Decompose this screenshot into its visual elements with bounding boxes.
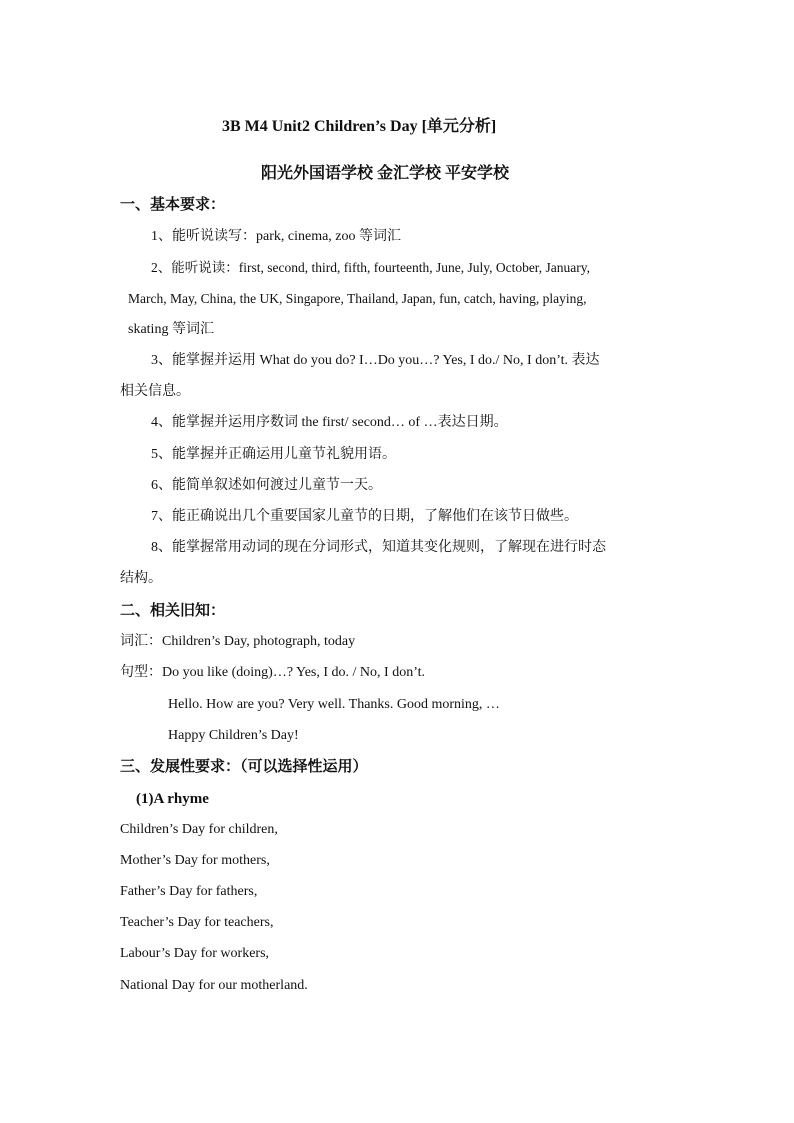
requirement-item: 3、能掌握并运用 What do you do? I…Do you…? Yes, I do./ No, I don’t. 表达 (151, 353, 600, 368)
document-title: 3B M4 Unit2 Children’s Day [单元分析] (222, 118, 497, 135)
rhyme-line: Teacher’s Day for teachers, (120, 915, 274, 930)
sentence-pattern-line: 句型：Do you like (doing)…? Yes, I do. / No, I don’t. (120, 665, 426, 680)
requirement-item-continued: 结构。 (120, 571, 162, 586)
section-extended-requirements-heading: 三、发展性要求：（可以选择性运用） (120, 759, 368, 775)
requirement-item: 6、能简单叙述如何渡过儿童节一天。 (151, 478, 382, 493)
rhyme-line: Children’s Day for children, (120, 822, 278, 837)
vocabulary-line: 词汇：Children’s Day, photograph, today (120, 634, 356, 649)
rhyme-line: Mother’s Day for mothers, (120, 853, 270, 868)
rhyme-line: National Day for our motherland. (120, 978, 308, 993)
requirement-item: 2、能听说读：first, second, third, fifth, fourteenth, June, July, October, January, (151, 260, 590, 275)
rhyme-title: (1)A rhyme (136, 791, 209, 807)
sentence-pattern-line: Happy Children’s Day! (168, 728, 299, 743)
requirement-item: 4、能掌握并运用序数词 the first/ second… of …表达日期。 (151, 415, 508, 430)
requirement-item: 1、能听说读写：park, cinema, zoo 等词汇 (151, 229, 402, 244)
section-basic-requirements-heading: 一、基本要求： (120, 197, 226, 213)
requirement-item: 7、能正确说出几个重要国家儿童节的日期，了解他们在该节日做些。 (151, 509, 578, 524)
rhyme-line: Labour’s Day for workers, (120, 946, 270, 961)
sentence-pattern-line: Hello. How are you? Very well. Thanks. Good morning, … (168, 697, 500, 712)
requirement-item-continued: 相关信息。 (120, 384, 190, 399)
requirement-item-continued: March, May, China, the UK, Singapore, Thailand, Japan, fun, catch, having, playing, (128, 291, 587, 306)
school-names: 阳光外国语学校 金汇学校 平安学校 (261, 165, 510, 182)
requirement-item-continued: skating 等词汇 (128, 322, 214, 337)
requirement-item: 8、能掌握常用动词的现在分词形式，知道其变化规则，了解现在进行时态 (151, 540, 606, 555)
rhyme-line: Father’s Day for fathers, (120, 884, 258, 899)
section-prior-knowledge-heading: 二、相关旧知： (120, 603, 226, 619)
requirement-item: 5、能掌握并正确运用儿童节礼貌用语。 (151, 447, 396, 462)
